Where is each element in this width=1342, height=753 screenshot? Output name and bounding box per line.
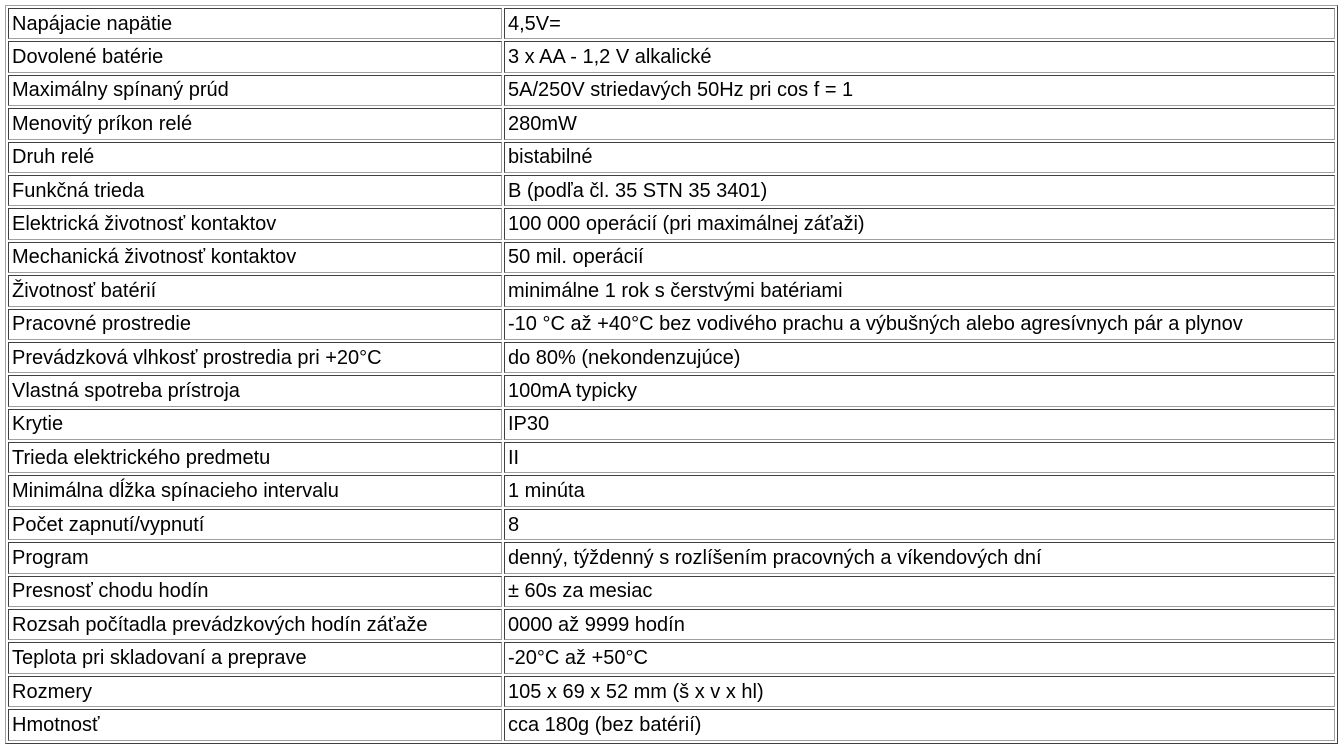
table-row xyxy=(8,242,1335,273)
param-cell: Prevádzková vlhkosť prostredia pri +20°C xyxy=(8,342,502,373)
table-row xyxy=(8,409,1335,440)
param-cell: Napájacie napätie xyxy=(8,8,502,39)
table-row xyxy=(8,309,1335,340)
table-row xyxy=(8,375,1335,406)
param-cell: Menovitý príkon relé xyxy=(8,108,502,139)
value-cell: 8 xyxy=(504,509,1335,540)
value-cell: bistabilné xyxy=(504,142,1335,173)
table-row xyxy=(8,609,1335,640)
param-cell: Funkčná trieda xyxy=(8,175,502,206)
table-row xyxy=(8,175,1335,206)
param-cell: Presnosť chodu hodín xyxy=(8,576,502,607)
table-row xyxy=(8,75,1335,106)
param-cell: Druh relé xyxy=(8,142,502,173)
param-cell: Teplota pri skladovaní a preprave xyxy=(8,642,502,673)
table-row xyxy=(8,709,1335,740)
table-row xyxy=(8,442,1335,473)
param-cell: Maximálny spínaný prúd xyxy=(8,75,502,106)
value-cell: -10 °C až +40°C bez vodivého prachu a výbušných alebo agresívnych pár a plynov xyxy=(504,309,1335,340)
value-cell: denný, týždenný s rozlíšením pracovných a víkendových dní xyxy=(504,542,1335,573)
table-row xyxy=(8,676,1335,707)
param-cell: Minimálna dĺžka spínacieho intervalu xyxy=(8,475,502,506)
param-cell: Elektrická životnosť kontaktov xyxy=(8,208,502,239)
param-cell: Dovolené batérie xyxy=(8,41,502,72)
param-cell: Hmotnosť xyxy=(8,709,502,740)
table-row xyxy=(8,142,1335,173)
value-cell: 1 minúta xyxy=(504,475,1335,506)
table-row xyxy=(8,342,1335,373)
value-cell: B (podľa čl. 35 STN 35 3401) xyxy=(504,175,1335,206)
table-row xyxy=(8,642,1335,673)
param-cell: Krytie xyxy=(8,409,502,440)
value-cell: 100mA typicky xyxy=(504,375,1335,406)
table-row xyxy=(8,108,1335,139)
value-cell: 105 x 69 x 52 mm (š x v x hl) xyxy=(504,676,1335,707)
value-cell: ± 60s za mesiac xyxy=(504,576,1335,607)
specifications-table-body xyxy=(8,8,1335,741)
value-cell: 3 x AA - 1,2 V alkalické xyxy=(504,41,1335,72)
table-row xyxy=(8,41,1335,72)
param-cell: Trieda elektrického predmetu xyxy=(8,442,502,473)
value-cell: IP30 xyxy=(504,409,1335,440)
value-cell: 4,5V= xyxy=(504,8,1335,39)
table-row xyxy=(8,509,1335,540)
param-cell: Vlastná spotreba prístroja xyxy=(8,375,502,406)
table-row xyxy=(8,576,1335,607)
table-row xyxy=(8,475,1335,506)
param-cell: Životnosť batérií xyxy=(8,275,502,306)
value-cell: II xyxy=(504,442,1335,473)
value-cell: 0000 až 9999 hodín xyxy=(504,609,1335,640)
table-row xyxy=(8,275,1335,306)
table-row xyxy=(8,8,1335,39)
specifications-table xyxy=(5,5,1338,744)
value-cell: 50 mil. operácií xyxy=(504,242,1335,273)
value-cell: 100 000 operácií (pri maximálnej záťaži) xyxy=(504,208,1335,239)
param-cell: Pracovné prostredie xyxy=(8,309,502,340)
value-cell: 5A/250V striedavých 50Hz pri cos f = 1 xyxy=(504,75,1335,106)
value-cell: -20°C až +50°C xyxy=(504,642,1335,673)
value-cell: 280mW xyxy=(504,108,1335,139)
param-cell: Rozsah počítadla prevádzkových hodín záťaže xyxy=(8,609,502,640)
param-cell: Počet zapnutí/vypnutí xyxy=(8,509,502,540)
value-cell: do 80% (nekondenzujúce) xyxy=(504,342,1335,373)
param-cell: Program xyxy=(8,542,502,573)
param-cell: Rozmery xyxy=(8,676,502,707)
param-cell: Mechanická životnosť kontaktov xyxy=(8,242,502,273)
table-row xyxy=(8,542,1335,573)
value-cell: cca 180g (bez batérií) xyxy=(504,709,1335,740)
table-row xyxy=(8,208,1335,239)
value-cell: minimálne 1 rok s čerstvými batériami xyxy=(504,275,1335,306)
